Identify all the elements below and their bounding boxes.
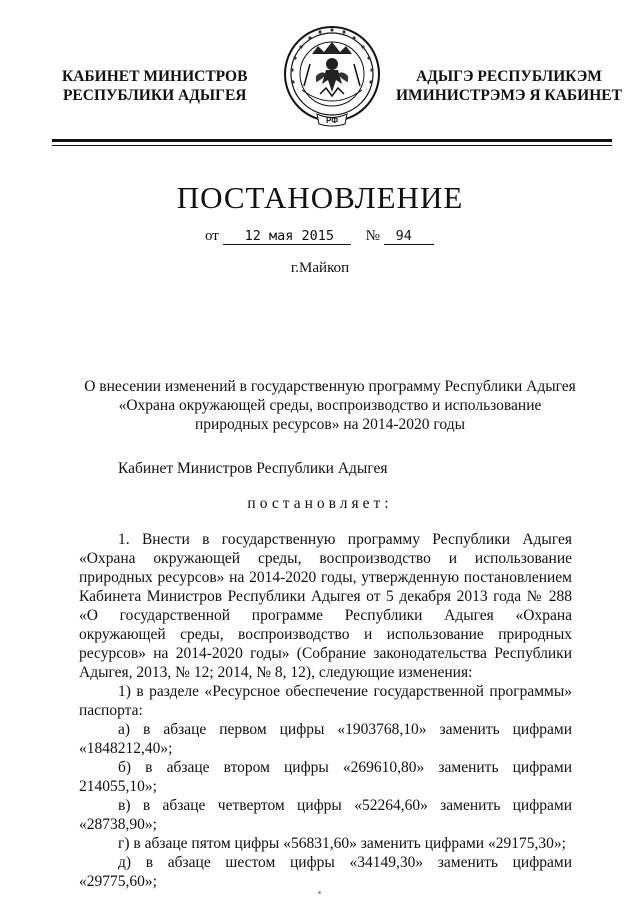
header-right-line1: АДЫГЭ РЕСПУБЛИКЭМ — [416, 68, 602, 85]
subject-line2: «Охрана окружающей среды, воспроизводство и использование — [118, 397, 542, 414]
coat-of-arms-icon — [282, 24, 382, 130]
scan-speck — [318, 891, 321, 894]
header-left-line2: РЕСПУБЛИКИ АДЫГЕЯ — [62, 87, 247, 104]
header-left-line1: КАБИНЕТ МИНИСТРОВ — [62, 68, 248, 85]
resolves-word: постановляет: — [247, 495, 393, 512]
document-body — [79, 530, 572, 891]
seal-ribbon-text: РФ — [325, 116, 339, 125]
paragraph-1: 1. Внести в государственную программу Республики Адыгея «Охрана окружающей среды, воспроизводство и использование природных ресурсов» на 2014-2020 годы, утвержденную постановлением Кабинета Министров Республики Адыгея от 5 декабря 2013 года № 288 «О государственной программе Республики Адыгея «Охрана окружающей среды, воспроизводство и использование природных ресурсов» на 2014-2020 годы» (Собрание законодательства Республики Адыгея, 2013, № 12; 2014, № 8, 12), следующие изменения: — [79, 531, 572, 681]
header-rule-thin — [52, 145, 612, 146]
date-prefix: от — [205, 228, 219, 244]
date-number-line — [205, 228, 434, 245]
subject-line1: О внесении изменений в государственную программу Республики Адыгея — [84, 378, 576, 395]
header-right — [396, 67, 622, 105]
number-prefix: № — [365, 228, 380, 244]
document-title: ПОСТАНОВЛЕНИЕ — [176, 180, 464, 215]
subject-line3: природных ресурсов» на 2014-2020 годы — [194, 416, 466, 433]
paragraph-4: б) в абзаце втором цифры «269610,80» заменить цифрами 214055,10»; — [79, 759, 572, 795]
date-field: 12 мая 2015 — [223, 228, 351, 245]
city: г.Майкоп — [290, 260, 350, 276]
header-rule-thick — [52, 139, 612, 142]
paragraph-2: 1) в разделе «Ресурсное обеспечение государственной программы» паспорта: — [79, 683, 572, 719]
paragraph-3: а) в абзаце первом цифры «1903768,10» заменить цифрами «1848212,40»; — [79, 721, 572, 757]
header-left — [62, 67, 247, 105]
header-right-line2: ИМИНИСТРЭМЭ Я КАБИНЕТ — [396, 87, 622, 104]
document-subject — [80, 377, 580, 434]
issuer-line: Кабинет Министров Республики Адыгея — [118, 460, 388, 477]
paragraph-7: д) в абзаце шестом цифры «34149,30» заменить цифрами «29775,60»; — [79, 854, 572, 890]
number-field: 94 — [384, 228, 434, 245]
paragraph-5: в) в абзаце четвертом цифры «52264,60» заменить цифрами «28738,90»; — [79, 797, 572, 833]
paragraph-6: г) в абзаце пятом цифры «56831,60» заменить цифрами «29175,30»; — [118, 835, 566, 852]
